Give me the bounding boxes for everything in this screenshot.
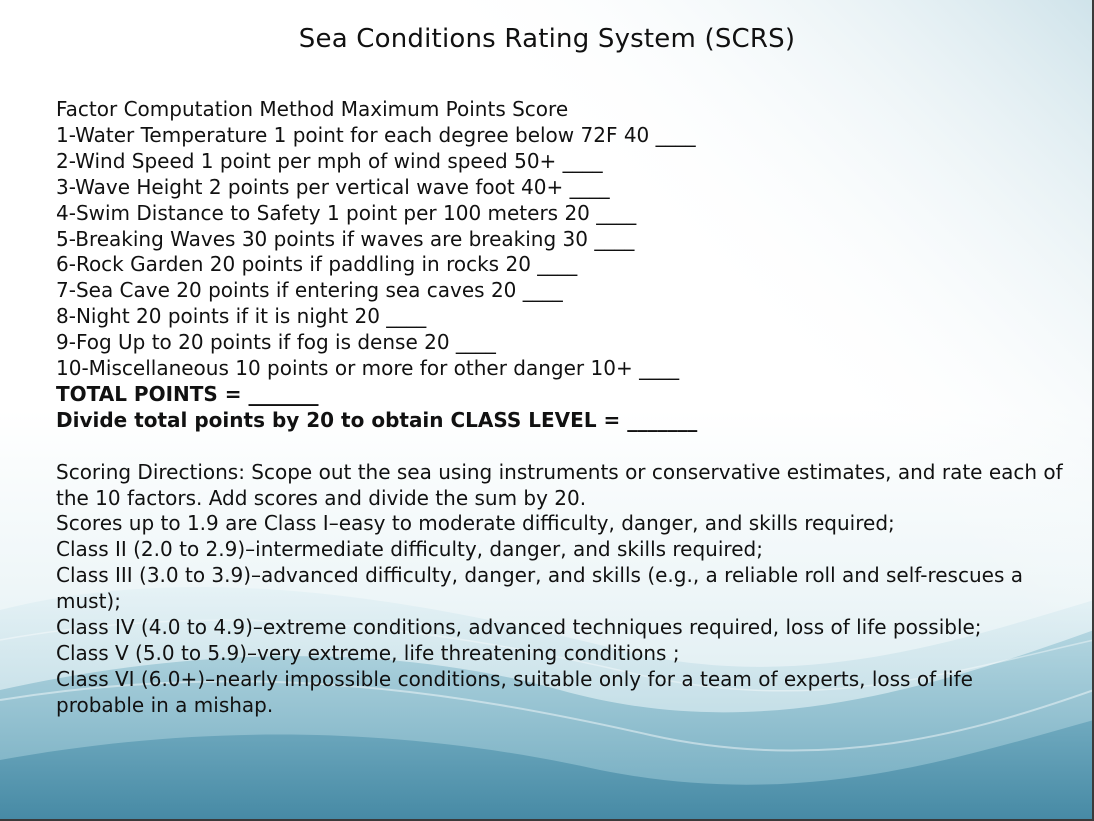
class-i-description: Scores up to 1.9 are Class I–easy to moderate difficulty, danger, and skills required;	[56, 511, 895, 536]
class-ii-description: Class II (2.0 to 2.9)–intermediate difficulty, danger, and skills required;	[56, 537, 763, 562]
class-vi-description: Class VI (6.0+)–nearly impossible conditions, suitable only for a team of experts, loss of life probable in a mishap.	[56, 666, 973, 717]
factor-row-swim-distance: 4-Swim Distance to Safety 1 point per 100 meters 20 ____	[56, 200, 637, 225]
slide-body	[56, 97, 1066, 719]
slide-title: Sea Conditions Rating System (SCRS)	[298, 24, 796, 54]
factor-row-fog: 9-Fog Up to 20 points if fog is dense 20 ____	[56, 330, 496, 355]
factor-row-sea-cave: 7-Sea Cave 20 points if entering sea caves 20 ____	[56, 278, 563, 303]
scoring-directions: Scoring Directions: Scope out the sea using instruments or conservative estimates, and rate each of the 10 factors. Add scores and divide the sum by 20.	[56, 459, 1063, 510]
class-v-description: Class V (5.0 to 5.9)–very extreme, life threatening conditions ;	[56, 641, 680, 666]
factor-row-miscellaneous: 10-Miscellaneous 10 points or more for other danger 10+ ____	[56, 356, 680, 381]
factor-row-night: 8-Night 20 points if it is night 20 ____	[56, 304, 427, 329]
spacer	[56, 434, 1066, 460]
table-header: Factor Computation Method Maximum Points Score	[56, 97, 569, 121]
factor-row-water-temperature: 1-Water Temperature 1 point for each degree below 72F 40 ____	[56, 122, 696, 147]
class-level-line: Divide total points by 20 to obtain CLASS LEVEL = _______	[56, 407, 698, 432]
factor-row-wind-speed: 2-Wind Speed 1 point per mph of wind speed 50+ ____	[56, 148, 603, 173]
total-points-line: TOTAL POINTS = _______	[56, 381, 319, 406]
class-iv-description: Class IV (4.0 to 4.9)–extreme conditions, advanced techniques required, loss of life possible;	[56, 615, 982, 640]
class-iii-description: Class III (3.0 to 3.9)–advanced difficulty, danger, and skills (e.g., a reliable roll and self-rescues a must);	[56, 563, 1023, 614]
factor-row-breaking-waves: 5-Breaking Waves 30 points if waves are breaking 30 ____	[56, 226, 635, 251]
factor-row-wave-height: 3-Wave Height 2 points per vertical wave foot 40+ ____	[56, 174, 610, 199]
factor-row-rock-garden: 6-Rock Garden 20 points if paddling in rocks 20 ____	[56, 252, 578, 277]
